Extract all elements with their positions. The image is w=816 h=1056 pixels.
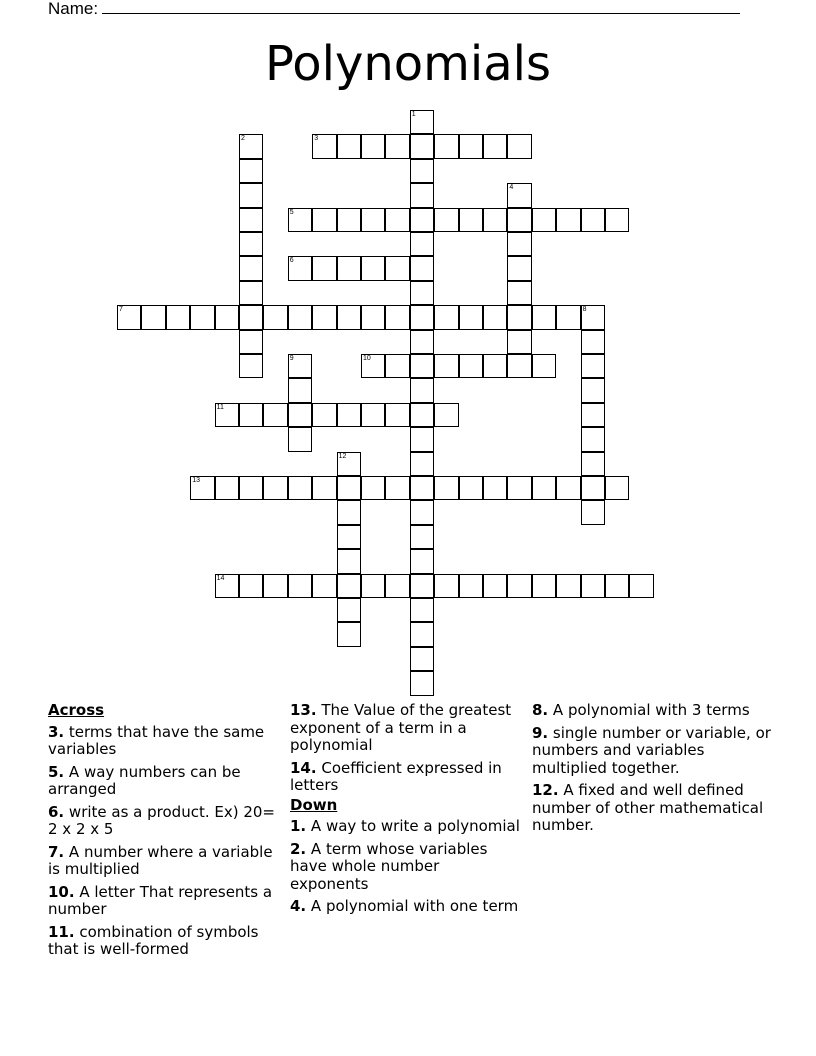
- grid-cell[interactable]: [507, 281, 531, 305]
- grid-cell[interactable]: [337, 598, 361, 622]
- grid-cell[interactable]: [483, 354, 507, 378]
- grid-cell[interactable]: [239, 183, 263, 207]
- grid-cell[interactable]: [507, 256, 531, 280]
- clue-down-2: 2. A term whose variables have whole number exponents: [290, 839, 488, 893]
- grid-cell[interactable]: [239, 232, 263, 256]
- grid-cell[interactable]: [459, 208, 483, 232]
- grid-cell[interactable]: [410, 208, 434, 232]
- grid-cell[interactable]: [483, 208, 507, 232]
- grid-cell[interactable]: [410, 378, 434, 402]
- grid-cell[interactable]: [239, 354, 263, 378]
- grid-cell[interactable]: [434, 574, 458, 598]
- grid-cell[interactable]: [556, 208, 580, 232]
- grid-cell[interactable]: [263, 305, 287, 329]
- grid-cell[interactable]: [117, 305, 141, 329]
- puzzle-title: Polynomials: [265, 36, 551, 92]
- grid-cell[interactable]: [581, 330, 605, 354]
- grid-cell[interactable]: [337, 500, 361, 524]
- grid-cell[interactable]: [532, 208, 556, 232]
- grid-cell[interactable]: [410, 183, 434, 207]
- grid-cell[interactable]: [337, 476, 361, 500]
- grid-cell[interactable]: [532, 476, 556, 500]
- grid-cell[interactable]: [434, 354, 458, 378]
- grid-cell[interactable]: [288, 354, 312, 378]
- grid-cell[interactable]: [410, 281, 434, 305]
- grid-cell[interactable]: [361, 305, 385, 329]
- grid-cell[interactable]: [410, 403, 434, 427]
- grid-cell[interactable]: [239, 159, 263, 183]
- grid-cell[interactable]: [434, 403, 458, 427]
- grid-cell[interactable]: [581, 500, 605, 524]
- grid-cell[interactable]: [581, 427, 605, 451]
- grid-cell[interactable]: [410, 256, 434, 280]
- grid-cell[interactable]: [581, 305, 605, 329]
- grid-cell[interactable]: [507, 330, 531, 354]
- grid-cell[interactable]: [263, 476, 287, 500]
- grid-cell[interactable]: [605, 208, 629, 232]
- grid-cell[interactable]: [239, 305, 263, 329]
- clue-across-7: 7. A number where a variable is multiplied: [48, 842, 273, 878]
- grid-cell[interactable]: [532, 354, 556, 378]
- clues-column-2: [290, 702, 522, 921]
- grid-cell[interactable]: [337, 549, 361, 573]
- clue-down-4: 4. A polynomial with one term: [290, 897, 519, 915]
- grid-cell[interactable]: [410, 622, 434, 646]
- grid-cell[interactable]: [556, 476, 580, 500]
- clue-across-6: 6. write as a product. Ex) 20= 2 x 2 x 5: [48, 802, 275, 838]
- grid-cell[interactable]: [239, 208, 263, 232]
- grid-cell[interactable]: [410, 525, 434, 549]
- clues-column-1: [48, 702, 280, 964]
- grid-cell[interactable]: [288, 476, 312, 500]
- clue-number-label: 3: [314, 135, 319, 143]
- clue-down-8: 8. A polynomial with 3 terms: [532, 701, 750, 719]
- grid-cell[interactable]: [410, 549, 434, 573]
- grid-cell[interactable]: [532, 305, 556, 329]
- grid-cell[interactable]: [215, 476, 239, 500]
- grid-cell[interactable]: [410, 500, 434, 524]
- grid-cell[interactable]: [581, 452, 605, 476]
- grid-cell[interactable]: [337, 134, 361, 158]
- grid-cell[interactable]: [434, 476, 458, 500]
- grid-cell[interactable]: [288, 256, 312, 280]
- grid-cell[interactable]: [459, 305, 483, 329]
- grid-cell[interactable]: [312, 574, 336, 598]
- grid-cell[interactable]: [410, 330, 434, 354]
- grid-cell[interactable]: [556, 574, 580, 598]
- grid-cell[interactable]: [434, 134, 458, 158]
- grid-cell[interactable]: [581, 574, 605, 598]
- grid-cell[interactable]: [361, 134, 385, 158]
- down-heading: Down: [290, 795, 338, 814]
- clue-down-12: 12. A fixed and well defined number of other mathematical number.: [532, 781, 764, 834]
- grid-cell[interactable]: [507, 574, 531, 598]
- grid-cell[interactable]: [337, 208, 361, 232]
- grid-cell[interactable]: [337, 305, 361, 329]
- clue-number-label: 8: [582, 306, 587, 314]
- grid-cell[interactable]: [483, 134, 507, 158]
- grid-cell[interactable]: [385, 134, 409, 158]
- clue-across-14: 14. Coefficient expressed in letters: [290, 758, 502, 794]
- grid-cell[interactable]: [312, 256, 336, 280]
- grid-cell[interactable]: [434, 208, 458, 232]
- clue-number-label: 14: [216, 574, 225, 582]
- grid-cell[interactable]: [556, 305, 580, 329]
- grid-cell[interactable]: [312, 403, 336, 427]
- grid-cell[interactable]: [410, 598, 434, 622]
- grid-cell[interactable]: [288, 208, 312, 232]
- name-label: Name:: [48, 0, 99, 18]
- grid-cell[interactable]: [434, 305, 458, 329]
- clue-across-11: 11. combination of symbols that is well-formed: [48, 922, 259, 958]
- grid-cell[interactable]: [361, 403, 385, 427]
- clue-number-label: 12: [338, 452, 347, 460]
- clue-number-label: 13: [192, 477, 200, 484]
- grid-cell[interactable]: [337, 574, 361, 598]
- grid-cell[interactable]: [385, 403, 409, 427]
- grid-cell[interactable]: [459, 476, 483, 500]
- grid-cell[interactable]: [507, 134, 531, 158]
- grid-cell[interactable]: [263, 574, 287, 598]
- grid-cell[interactable]: [507, 208, 531, 232]
- grid-cell[interactable]: [190, 305, 214, 329]
- grid-cell[interactable]: [459, 574, 483, 598]
- grid-cell[interactable]: [459, 134, 483, 158]
- grid-cell[interactable]: [410, 476, 434, 500]
- clue-number-label: 6: [289, 257, 294, 265]
- grid-cell[interactable]: [410, 574, 434, 598]
- grid-cell[interactable]: [337, 403, 361, 427]
- grid-cell[interactable]: [263, 403, 287, 427]
- grid-cell[interactable]: [141, 305, 165, 329]
- grid-cell[interactable]: [483, 305, 507, 329]
- grid-cell[interactable]: [337, 622, 361, 646]
- grid-cell[interactable]: [190, 476, 214, 500]
- grid-cell[interactable]: [410, 305, 434, 329]
- grid-cell[interactable]: [166, 305, 190, 329]
- clue-across-5: 5. A way numbers can be arranged: [48, 762, 241, 798]
- grid-cell[interactable]: [410, 452, 434, 476]
- grid-cell[interactable]: [215, 574, 239, 598]
- grid-cell[interactable]: [385, 354, 409, 378]
- name-field[interactable]: [48, 0, 740, 19]
- grid-cell[interactable]: [410, 134, 434, 158]
- grid-cell[interactable]: [361, 354, 385, 378]
- grid-cell[interactable]: [605, 574, 629, 598]
- grid-cell[interactable]: [629, 574, 653, 598]
- grid-cell[interactable]: [410, 159, 434, 183]
- grid-cell[interactable]: [215, 403, 239, 427]
- grid-cell[interactable]: [581, 378, 605, 402]
- grid-cell[interactable]: [288, 305, 312, 329]
- grid-cell[interactable]: [581, 208, 605, 232]
- grid-cell[interactable]: [605, 476, 629, 500]
- grid-cell[interactable]: [361, 476, 385, 500]
- clue-number-label: 10: [363, 355, 371, 362]
- grid-cell[interactable]: [312, 134, 336, 158]
- grid-cell[interactable]: [337, 256, 361, 280]
- grid-cell[interactable]: [288, 427, 312, 451]
- grid-cell[interactable]: [581, 403, 605, 427]
- clue-down-1: 1. A way to write a polynomial: [290, 817, 520, 835]
- grid-cell[interactable]: [215, 305, 239, 329]
- grid-cell[interactable]: [239, 330, 263, 354]
- grid-cell[interactable]: [337, 525, 361, 549]
- grid-cell[interactable]: [507, 476, 531, 500]
- across-heading: Across: [48, 701, 105, 719]
- grid-cell[interactable]: [410, 110, 434, 134]
- grid-cell[interactable]: [385, 305, 409, 329]
- grid-cell[interactable]: [239, 256, 263, 280]
- clue-across-3: 3. terms that have the same variables: [48, 722, 265, 758]
- clue-across-13: 13. The Value of the greatest exponent of a term in a polynomial: [290, 701, 512, 754]
- grid-cell[interactable]: [361, 208, 385, 232]
- grid-cell[interactable]: [312, 305, 336, 329]
- grid-cell[interactable]: [507, 354, 531, 378]
- grid-cell[interactable]: [507, 305, 531, 329]
- grid-cell[interactable]: [410, 427, 434, 451]
- grid-cell[interactable]: [385, 574, 409, 598]
- clue-number-label: 5: [289, 208, 294, 216]
- grid-cell[interactable]: [239, 403, 263, 427]
- grid-cell[interactable]: [483, 476, 507, 500]
- grid-cell[interactable]: [581, 476, 605, 500]
- grid-cell[interactable]: [507, 232, 531, 256]
- grid-cell[interactable]: [581, 354, 605, 378]
- clue-number-label: 2: [241, 135, 245, 143]
- grid-cell[interactable]: [410, 354, 434, 378]
- grid-cell[interactable]: [239, 476, 263, 500]
- grid-cell[interactable]: [410, 232, 434, 256]
- clue-across-10: 10. A letter That represents a number: [48, 882, 273, 918]
- grid-cell[interactable]: [337, 452, 361, 476]
- clue-number-label: 11: [216, 403, 224, 411]
- grid-cell[interactable]: [507, 183, 531, 207]
- grid-cell[interactable]: [483, 574, 507, 598]
- grid-cell[interactable]: [288, 378, 312, 402]
- grid-cell[interactable]: [532, 574, 556, 598]
- clue-number-label: 4: [509, 184, 514, 192]
- grid-cell[interactable]: [459, 354, 483, 378]
- grid-cell[interactable]: [312, 476, 336, 500]
- grid-cell[interactable]: [239, 134, 263, 158]
- name-blank-line[interactable]: [102, 0, 740, 14]
- clue-number-label: 1: [411, 111, 416, 118]
- grid-cell[interactable]: [312, 208, 336, 232]
- grid-cell[interactable]: [410, 647, 434, 671]
- clues-column-3: [532, 702, 772, 840]
- grid-cell[interactable]: [239, 281, 263, 305]
- grid-cell[interactable]: [385, 256, 409, 280]
- grid-cell[interactable]: [361, 256, 385, 280]
- grid-cell[interactable]: [410, 671, 434, 695]
- grid-cell[interactable]: [361, 574, 385, 598]
- clue-number-label: 7: [119, 306, 123, 314]
- grid-cell[interactable]: [288, 574, 312, 598]
- grid-cell[interactable]: [239, 574, 263, 598]
- grid-cell[interactable]: [385, 208, 409, 232]
- clue-number-label: 9: [289, 355, 294, 362]
- clue-down-9: 9. single number or variable, or numbers and variables multiplied together.: [532, 723, 771, 777]
- grid-cell[interactable]: [288, 403, 312, 427]
- grid-cell[interactable]: [385, 476, 409, 500]
